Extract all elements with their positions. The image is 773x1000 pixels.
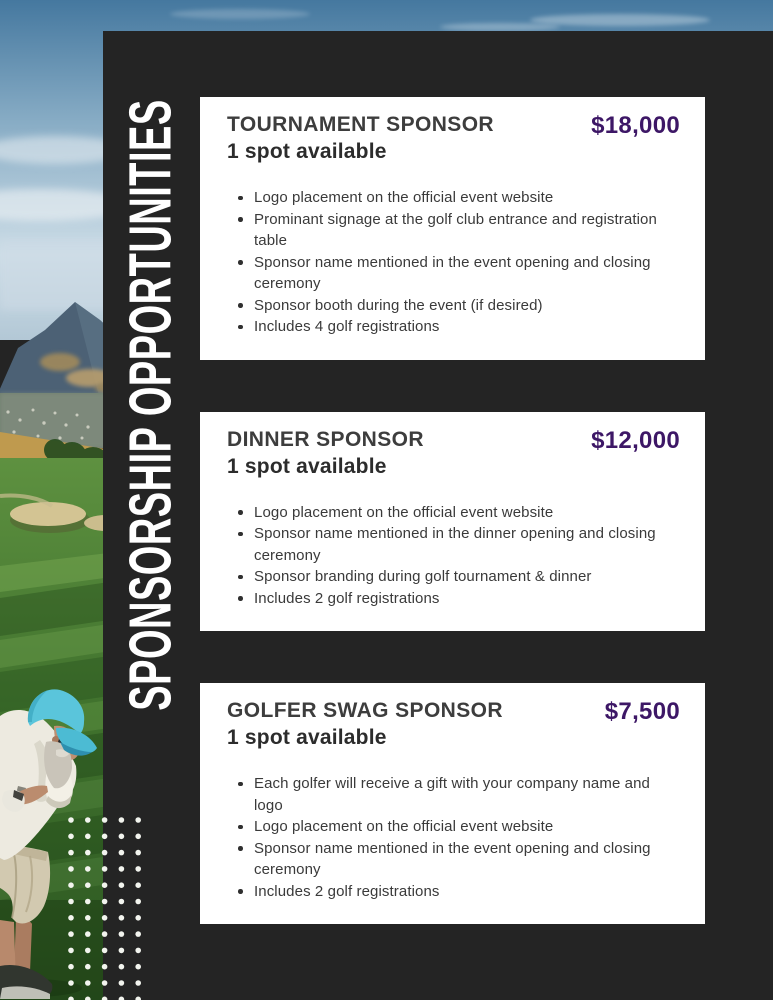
availability-text: 1 spot available bbox=[227, 140, 387, 163]
benefit-item: Logo placement on the official event website bbox=[237, 502, 680, 524]
dots-pattern bbox=[65, 812, 145, 1000]
availability-text: 1 spot available bbox=[227, 454, 387, 478]
benefit-item: Sponsor name mentioned in the dinner opening and closing ceremony bbox=[237, 523, 680, 566]
benefit-item: Includes 2 golf registrations bbox=[237, 881, 680, 903]
card-titles bbox=[227, 697, 503, 751]
price-text: $7,500 bbox=[604, 698, 680, 725]
sponsor-card-dinner bbox=[200, 412, 705, 632]
price-text: $18,000 bbox=[591, 112, 680, 139]
page-title: SPONSORSHIP OPPORTUNITIES bbox=[119, 99, 185, 711]
benefit-item: Logo placement on the official event website bbox=[237, 187, 680, 209]
price-text: $12,000 bbox=[591, 426, 680, 454]
availability-text: 1 spot available bbox=[227, 726, 387, 749]
card-header bbox=[227, 111, 680, 165]
card-titles bbox=[227, 111, 494, 165]
card-header bbox=[227, 697, 680, 751]
benefit-item: Includes 2 golf registrations bbox=[237, 588, 680, 610]
sponsor-tier-name: DINNER SPONSOR bbox=[227, 427, 424, 451]
benefit-item: Logo placement on the official event website bbox=[237, 816, 680, 838]
sponsor-cards bbox=[200, 97, 705, 976]
benefits-list bbox=[227, 502, 680, 610]
benefit-item: Sponsor booth during the event (if desired) bbox=[237, 295, 680, 317]
benefits-list bbox=[227, 187, 680, 338]
card-header bbox=[227, 426, 680, 480]
sponsor-tier-name: GOLFER SWAG SPONSOR bbox=[227, 699, 503, 722]
benefit-item: Each golfer will receive a gift with your company name and logo bbox=[237, 773, 680, 816]
benefit-item: Prominant signage at the golf club entrance and registration table bbox=[237, 209, 680, 252]
benefit-item: Sponsor name mentioned in the event opening and closing ceremony bbox=[237, 838, 680, 881]
sponsor-card-tournament bbox=[200, 97, 705, 360]
sponsor-card-golfer-swag bbox=[200, 683, 705, 924]
benefit-item: Sponsor name mentioned in the event opening and closing ceremony bbox=[237, 252, 680, 295]
sponsor-tier-name: TOURNAMENT SPONSOR bbox=[227, 113, 494, 136]
card-titles bbox=[227, 426, 424, 480]
benefit-item: Sponsor branding during golf tournament & dinner bbox=[237, 566, 680, 588]
benefit-item: Includes 4 golf registrations bbox=[237, 316, 680, 338]
benefits-list bbox=[227, 773, 680, 902]
